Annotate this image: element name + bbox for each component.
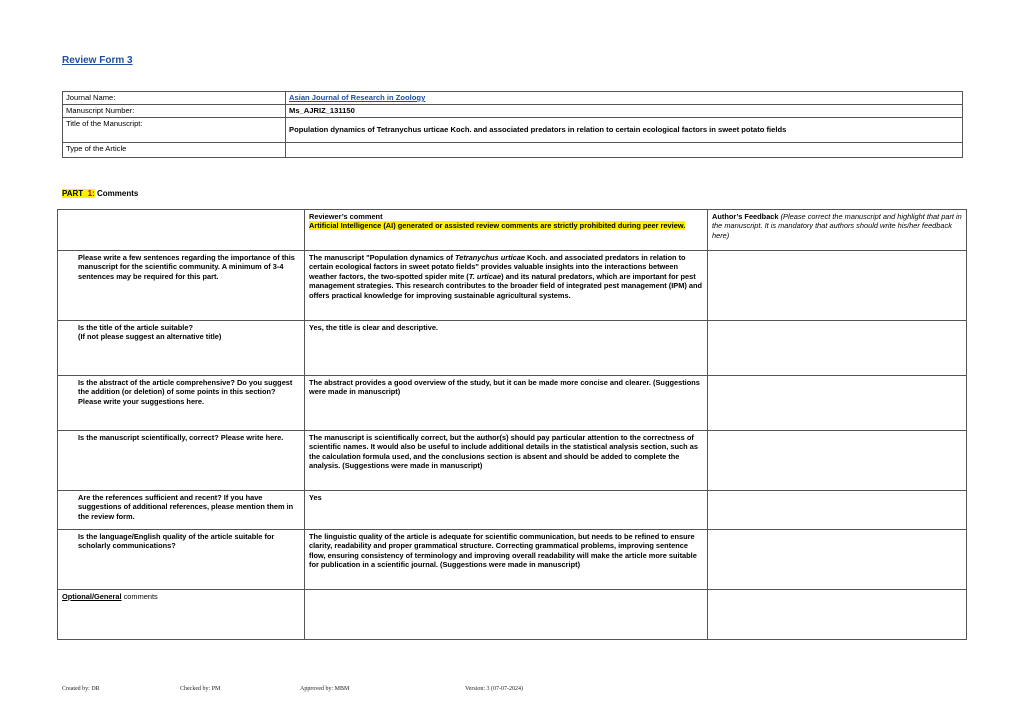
author-feedback-note: (Please correct the manuscript and highlight that part in the manuscript. It is mandatory that authors should write his/her feedback here) (712, 212, 962, 240)
feedback-references[interactable] (708, 491, 967, 530)
form-title: Review Form 3 (62, 55, 133, 66)
journal-label: Journal Name: (63, 92, 286, 105)
footer-version: Version: 3 (07-07-2024) (465, 686, 523, 692)
article-type-row (63, 143, 963, 158)
table-row (58, 590, 967, 640)
feedback-optional[interactable] (708, 590, 967, 640)
author-feedback-title: Author’s Feedback (712, 212, 779, 221)
comments-table (57, 209, 967, 640)
question-language: Is the language/English quality of the article suitable for scholarly communications? (58, 530, 305, 590)
comment-scientific: The manuscript is scientifically correct, but the author(s) should pay particular attention to the correctness of scientific names. It would also be useful to include additional details in the statistical analysis section, such as the calculation formula used, and the conclusions section is absent and should be added to complete the analysis. (Suggestions were made in manuscript) (305, 431, 708, 491)
optional-general-rest: comments (121, 592, 158, 601)
question-references: Are the references sufficient and recent? If you have suggestions of additional references, please mention them in the review form. (58, 491, 305, 530)
footer-created: Created by: DR (62, 686, 100, 692)
table-row (58, 530, 967, 590)
species-name: Tetranychus urticae (455, 253, 525, 262)
optional-general-label (58, 590, 305, 640)
header-blank-cell (58, 210, 305, 251)
question-abstract: Is the abstract of the article comprehensive? Do you suggest the addition (or deletion) of some points in this section? Please write your suggestions here. (58, 376, 305, 431)
part1-prefix: PART (62, 189, 84, 198)
table-row (58, 376, 967, 431)
manuscript-info-table (62, 91, 963, 158)
feedback-abstract[interactable] (708, 376, 967, 431)
feedback-importance[interactable] (708, 251, 967, 321)
manuscript-number-label: Manuscript Number: (63, 105, 286, 118)
part1-heading (62, 189, 138, 198)
journal-row (63, 92, 963, 105)
manuscript-title-row (63, 118, 963, 143)
comment-text: Koch. and associated predators in relation to certain ecological factors in sweet potato fields" provides valuable insights into the interactions between weather factors, the two-spotted spider mite ( (309, 253, 686, 281)
comment-language: The linguistic quality of the article is adequate for scientific communication, but needs to be refined to ensure clarity, readability and proper grammatical structure. Correcting grammatical problems, improving sentence flow, ensuring consistency of terminology and improving overall readability will make the article more suitable for publication in a scientific journal. (Suggestions were made in manuscript) (305, 530, 708, 590)
feedback-language[interactable] (708, 530, 967, 590)
article-type-label: Type of the Article (63, 143, 286, 158)
comment-title: Yes, the title is clear and descriptive. (305, 321, 708, 376)
feedback-scientific[interactable] (708, 431, 967, 491)
species-name-short: T. urticae (468, 271, 502, 281)
question-importance: Please write a few sentences regarding the importance of this manuscript for the scientific community. A minimum of 3-4 sentences may be required for this part. (58, 251, 305, 321)
question-scientific: Is the manuscript scientifically, correct? Please write here. (58, 431, 305, 491)
header-row (58, 210, 967, 251)
comment-text: The manuscript "Population dynamics of (309, 253, 455, 262)
manuscript-number-value: Ms_AJRIZ_131150 (286, 105, 963, 118)
part1-label: Comments (97, 189, 139, 198)
journal-value[interactable] (286, 92, 963, 105)
manuscript-title-value: Population dynamics of Tetranychus urticae Koch. and associated predators in relation to certain ecological factors in sweet potato fields (286, 118, 963, 143)
table-row (58, 431, 967, 491)
part1-number: 1: (87, 189, 95, 198)
reviewer-header-cell (305, 210, 708, 251)
table-row (58, 491, 967, 530)
table-row (58, 321, 967, 376)
comment-references: Yes (305, 491, 708, 530)
question-title: Is the title of the article suitable? (If not please suggest an alternative title) (58, 321, 305, 376)
comment-optional[interactable] (305, 590, 708, 640)
article-type-value[interactable] (286, 143, 963, 158)
author-feedback-header-cell (708, 210, 967, 251)
table-row (58, 251, 967, 321)
comment-abstract: The abstract provides a good overview of the study, but it can be made more concise and clearer. (Suggestions were made in manuscript) (305, 376, 708, 431)
part1-marker (62, 189, 95, 198)
comment-importance (305, 251, 708, 321)
comment-text: ) and its natural predators, which are important for pest management strategies. This research contributes to the broader field of integrated pest management (IPM) and offers practical knowledge for improving sustainable agricultural systems. (309, 271, 703, 300)
journal-link[interactable]: Asian Journal of Research in Zoology (289, 93, 426, 102)
ai-notice: Artificial Intelligence (AI) generated or assisted review comments are strictly prohibited during peer review. (309, 221, 686, 231)
footer-approved: Approved by: MBM (300, 686, 350, 692)
manuscript-number-row (63, 105, 963, 118)
optional-general-bold: Optional/General (62, 592, 122, 601)
feedback-title[interactable] (708, 321, 967, 376)
manuscript-title-label: Title of the Manuscript: (63, 118, 286, 143)
reviewer-comment-title: Reviewer’s comment (309, 212, 383, 221)
footer-checked: Checked by: PM (180, 686, 221, 692)
